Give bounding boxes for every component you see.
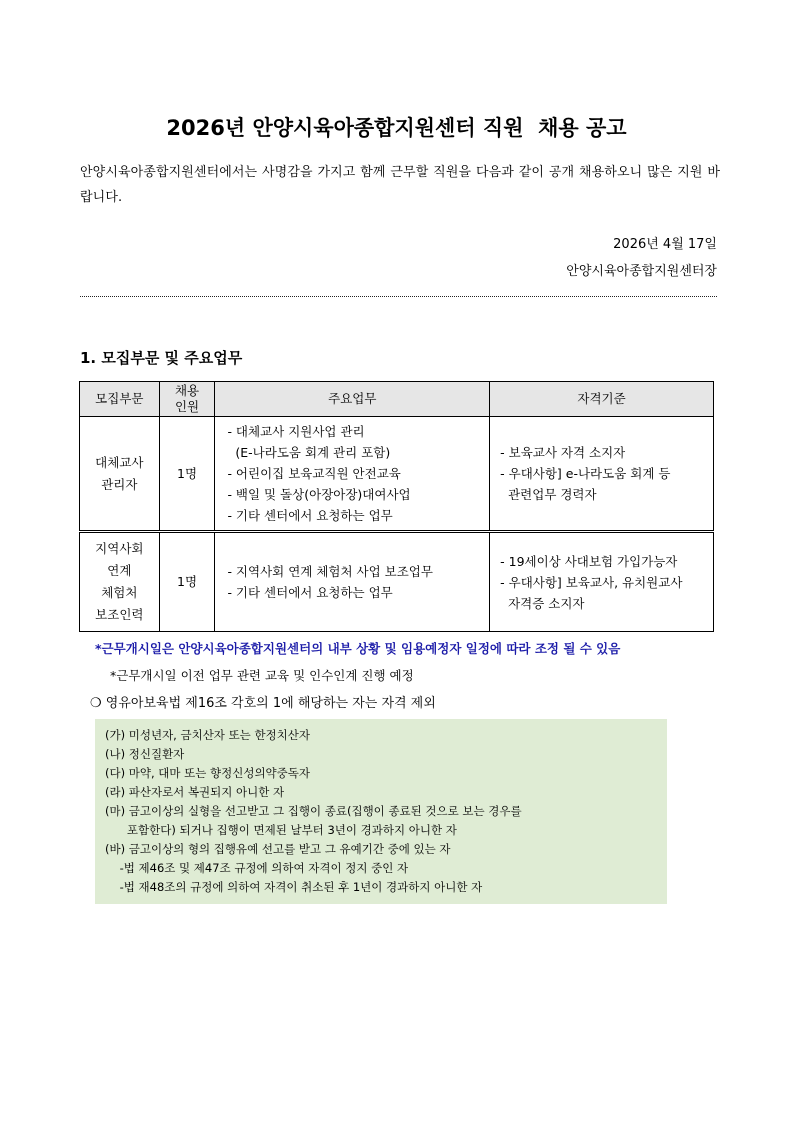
duty-item: - 기타 센터에서 요청하는 업무: [227, 585, 393, 600]
duties-cell: [215, 417, 490, 532]
qual-item: 관련업무 경력자: [500, 487, 597, 502]
exclusion-item: -법 재48조의 규정에 의하여 자격이 취소된 후 1년이 경과하지 아니한 자: [105, 880, 483, 894]
signer: 안양시육아종합지원센터장: [566, 264, 717, 279]
qual-item: - 19세이상 사대보험 가입가능자: [500, 553, 678, 569]
header-duties: 주요업무: [215, 382, 490, 417]
intro-paragraph: 안양시육아종합지원센터에서는 사명감을 가지고 함께 근무할 직원을 다음과 같이 공개 채용하오니 많은 지원 바랍니다.: [80, 165, 720, 205]
exclusion-item: (라) 파산자로서 복권되지 아니한 자: [105, 785, 285, 799]
section-title: 1. 모집부문 및 주요업무: [80, 349, 243, 367]
page-title: 2026년 안양시육아종합지원센터 직원 채용 공고: [166, 116, 627, 140]
qual-item: 자격증 소지자: [500, 595, 585, 611]
qual-item: - 우대사항] 보육교사, 유치원교사: [500, 574, 683, 590]
table-row: [80, 532, 714, 632]
table-row: [80, 417, 714, 532]
duties-cell: [215, 532, 490, 632]
duty-item: - 어린이집 보육교직원 안전교육: [227, 466, 401, 481]
qual-item: - 우대사항] e-나라도움 회계 등: [500, 466, 671, 481]
header-dept: 모집부문: [80, 382, 160, 417]
dotted-divider: [80, 296, 717, 297]
exclusion-item: (바) 금고이상의 형의 집행유예 선고를 받고 그 유예기간 중에 있는 자: [105, 842, 451, 856]
quals-cell: [490, 532, 714, 632]
exclusion-item: 포함한다) 되거나 집행이 면제된 날부터 3년이 경과하지 아니한 자: [105, 823, 457, 837]
duty-item: - 지역사회 연계 체험처 사업 보조업무: [227, 564, 433, 579]
duty-item: - 대체교사 지원사업 관리: [227, 424, 365, 439]
training-note: *근무개시일 이전 업무 관련 교육 및 인수인계 진행 예정: [110, 668, 414, 683]
quals-cell: [490, 417, 714, 532]
header-count: 채용 인원: [159, 382, 215, 417]
duty-item: - 기타 센터에서 요청하는 업무: [227, 508, 393, 523]
jobs-table: [79, 381, 714, 632]
exclusion-item: (가) 미성년자, 금치산자 또는 한정치산자: [105, 728, 310, 742]
duty-item: (E-나라도움 회계 관리 포함): [227, 445, 391, 460]
start-date-note: *근무개시일은 안양시육아종합지원센터의 내부 상황 및 임용예정자 일정에 따라 조정 될 수 있음: [95, 641, 621, 656]
dept-cell: 지역사회 연계 체험처 보조인력: [80, 532, 160, 632]
exclusion-item: (다) 마약, 대마 또는 향정신성의약중독자: [105, 766, 310, 780]
announcement-date: 2026년 4월 17일: [613, 237, 717, 252]
exclusion-item: (마) 금고이상의 실형을 선고받고 그 집행이 종료(집행이 종료된 것으로 보는 경우를: [105, 804, 522, 818]
header-quals: 자격기준: [490, 382, 714, 417]
duty-item: - 백일 및 돌상(아장아장)대여사업: [227, 487, 411, 502]
exclusion-heading: ❍ 영유아보육법 제16조 각호의 1에 해당하는 자는 자격 제외: [90, 696, 436, 711]
exclusion-box: [95, 719, 667, 904]
count-cell: 1명: [159, 417, 215, 532]
count-cell: 1명: [159, 532, 215, 632]
dept-cell: 대체교사 관리자: [80, 417, 160, 532]
exclusion-item: -법 제46조 및 제47조 규정에 의하여 자격이 정지 중인 자: [105, 861, 409, 875]
qual-item: - 보육교사 자격 소지자: [500, 445, 626, 460]
exclusion-item: (나) 정신질환자: [105, 747, 185, 761]
